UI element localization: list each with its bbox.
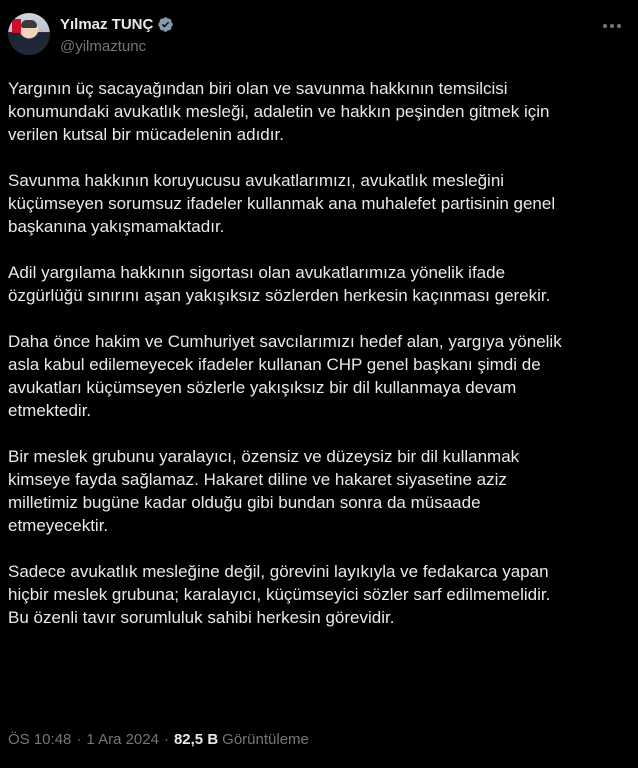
tweet-paragraph: Bir meslek grubunu yaralayıcı, özensiz ve düzeysiz bir dil kullanmak kimseye fayda sağlamaz. Hakaret diline ve hakaret siyasetine aziz milletimiz bugüne kadar olduğu gibi bundan sonra da müsaade etmeyecektir. (8, 447, 520, 535)
avatar[interactable] (8, 13, 50, 55)
tweet-meta (8, 731, 309, 748)
more-options-icon[interactable] (600, 16, 624, 36)
tweet-date[interactable]: 1 Ara 2024 (86, 731, 159, 748)
tweet-paragraph: Daha önce hakim ve Cumhuriyet savcılarımızı hedef alan, yargıya yönelik asla kabul edilemeyecek ifadeler kullanan CHP genel başkanı şimdi de avukatları küçümseyen sözlerle yakışıksız bir dil kullanmaya devam etmektedir. (8, 332, 562, 420)
tweet-paragraph: Sadece avukatlık mesleğine değil, görevini layıkıyla ve fedakarca yapan hiçbir meslek grubuna; karalayıcı, küçümseyici sözler sarf edilmemelidir. Bu özenli tavır sorumluluk sahibi herkesin görevidir. (8, 562, 551, 627)
tweet-text (8, 77, 632, 652)
meta-separator: · (76, 731, 82, 748)
author-name[interactable]: Yılmaz TUNÇ (60, 15, 154, 33)
tweet-header (0, 0, 638, 70)
tweet-paragraph: Yargının üç sacayağından biri olan ve savunma hakkının temsilcisi konumundaki avukatlık mesleği, adaletin ve hakkın peşinden gitmek için verilen kutsal bir mücadelenin adıdır. (8, 79, 550, 144)
tweet-paragraph: Adil yargılama hakkının sigortası olan avukatlarımıza yönelik ifade özgürlüğü sınırını aşan yakışıksız sözlerden herkesin kaçınması gerekir. (8, 263, 551, 305)
more-dot (603, 24, 607, 28)
tweet-time[interactable]: ÖS 10:48 (8, 731, 72, 748)
meta-separator: · (163, 731, 169, 748)
tweet-paragraph: Savunma hakkının koruyucusu avukatlarımızı, avukatlık mesleğini küçümseyen sorumsuz ifadeler kullanmak ana muhalefet partisinin genel başkanına yakışmamaktadır. (8, 171, 556, 236)
verified-badge-icon[interactable] (157, 16, 174, 33)
flag-icon (12, 19, 21, 33)
author-name-row (60, 14, 174, 34)
more-dot (610, 24, 614, 28)
views-label: Görüntüleme (222, 731, 309, 748)
more-dot (617, 24, 621, 28)
views-count[interactable]: 82,5 B (173, 731, 219, 748)
author-handle[interactable]: @yilmaztunc (60, 38, 147, 55)
